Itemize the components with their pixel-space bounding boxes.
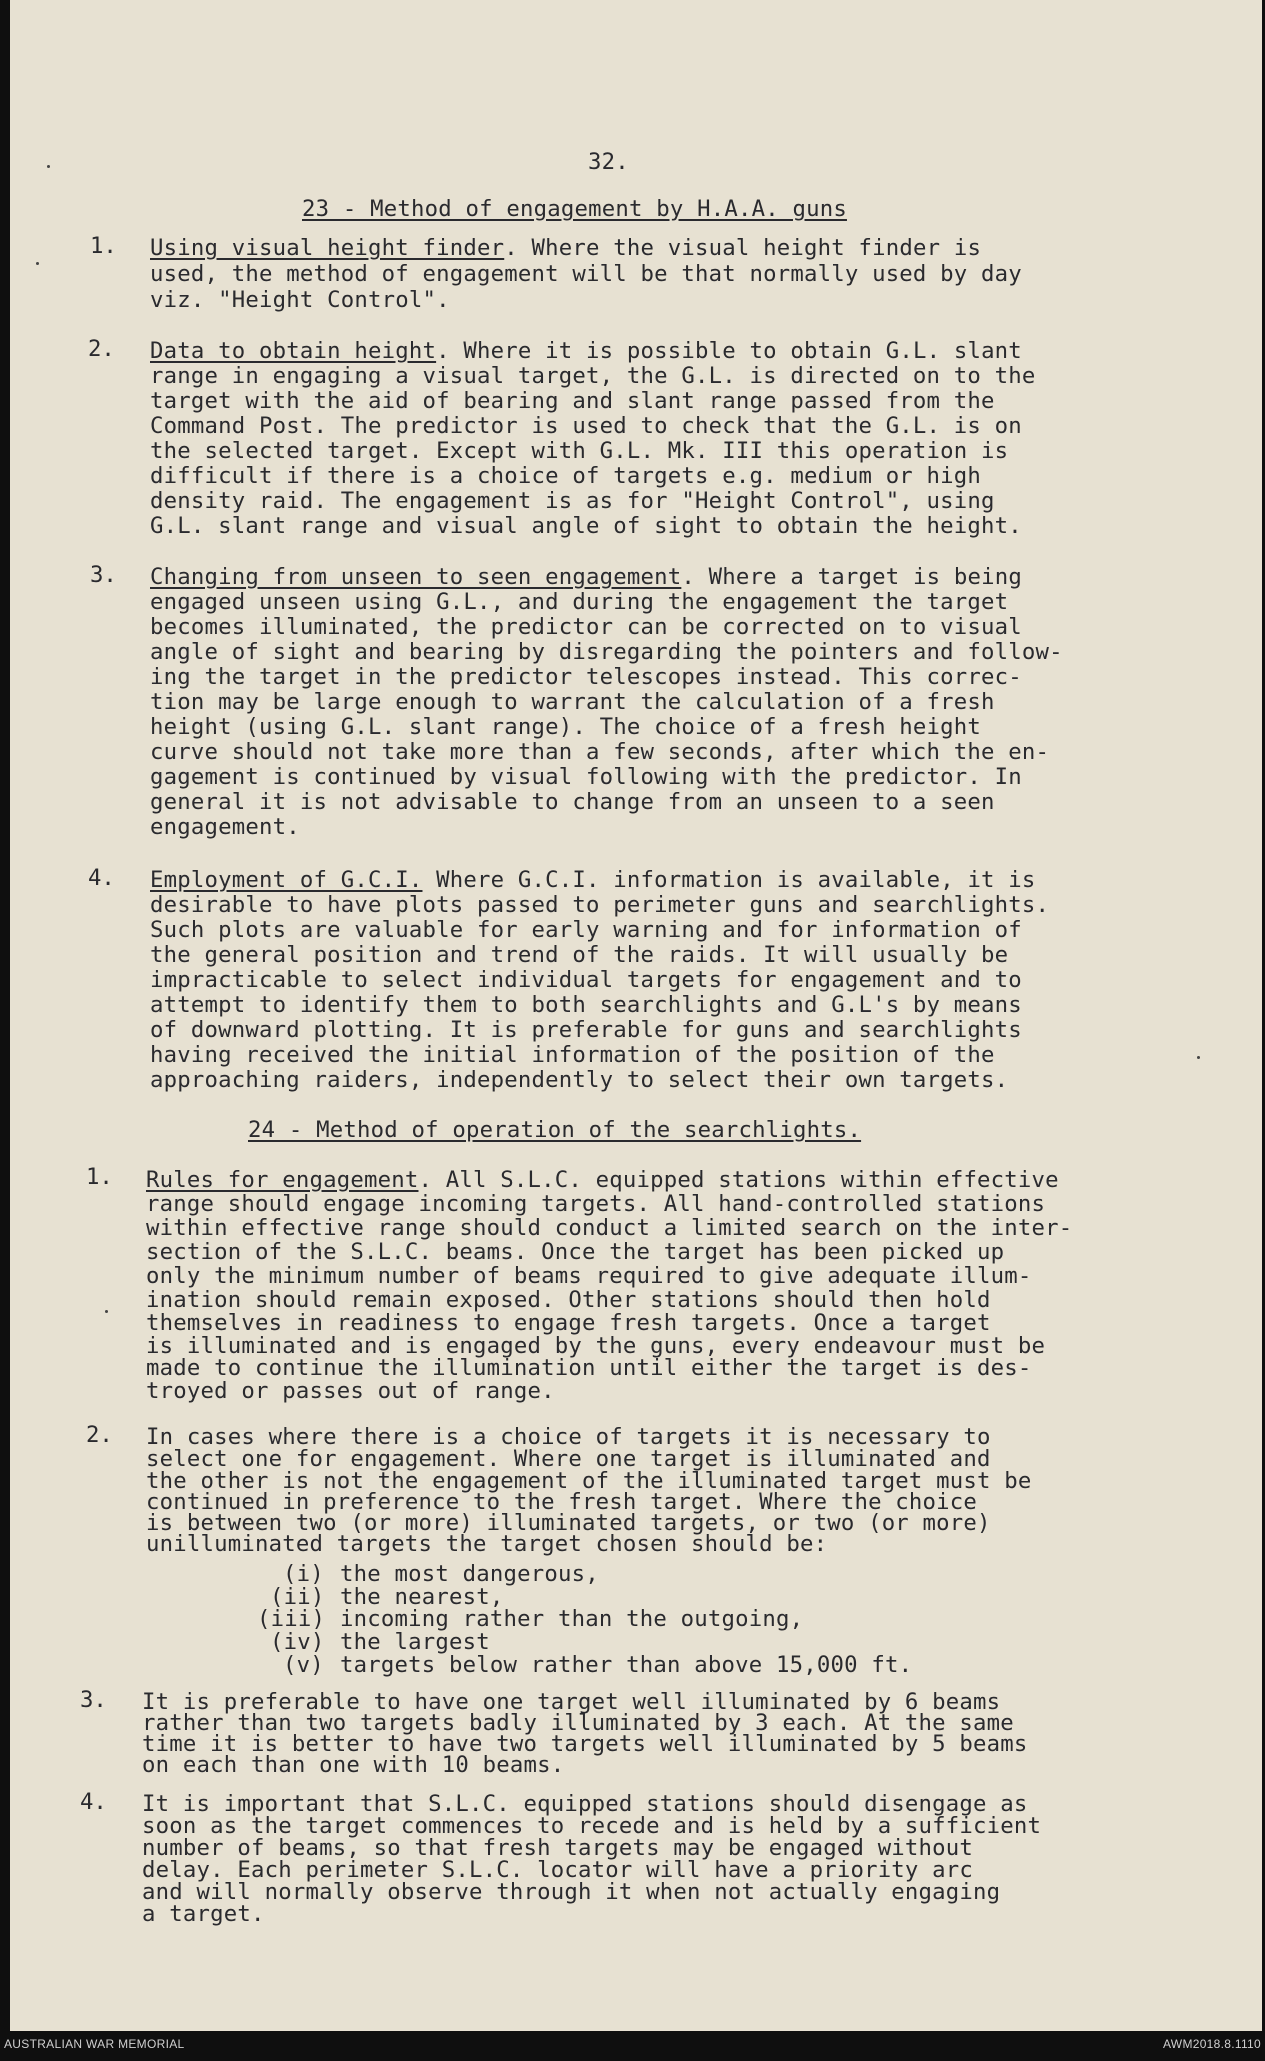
paragraph-line: the general position and trend of the raids. It will usually be [150, 942, 1009, 968]
paragraph-line: only the minimum number of beams required to give adequate illum- [146, 1263, 1032, 1289]
paragraph-line: density raid. The engagement is as for "Height Control", using [150, 488, 995, 514]
list-item: the largest [340, 1629, 490, 1655]
item-number: 1. [90, 233, 117, 259]
paragraph-line: gagement is continued by visual following with the predictor. In [150, 764, 1022, 790]
paragraph-line: approaching raiders, independently to select their own targets. [150, 1067, 1009, 1093]
paragraph-line: having received the initial information of the position of the [150, 1042, 995, 1068]
item-number: 3. [90, 562, 117, 588]
paragraph-line: It is preferable to have one target well illuminated by 6 beams [142, 1689, 1001, 1715]
item-number: 1. [86, 1164, 113, 1190]
paragraph-line: troyed or passes out of range. [146, 1378, 555, 1404]
paragraph-first-line: Using visual height finder. Where the visual height finder is [150, 235, 982, 261]
page-number: 32. [588, 149, 629, 175]
paragraph-first-line: Rules for engagement. All S.L.C. equipped stations within effective [146, 1167, 1059, 1193]
paragraph-line: general it is not advisable to change from an unseen to a seen [150, 789, 995, 815]
paragraph-line: soon as the target commences to recede and is held by a sufficient [142, 1813, 1042, 1839]
paragraph-line: of downward plotting. It is preferable for guns and searchlights [150, 1017, 1022, 1043]
item-number: 2. [88, 336, 115, 362]
list-label: (iv) [270, 1629, 325, 1655]
paragraph-line: desirable to have plots passed to perimeter guns and searchlights. [150, 892, 1050, 918]
paragraph-line: engagement. [150, 814, 300, 840]
paragraph-title: Changing from unseen to seen engagement [150, 564, 682, 590]
paragraph-line: target with the aid of bearing and slant range passed from the [150, 388, 995, 414]
archive-footer [0, 2031, 1265, 2061]
paragraph-line: themselves in readiness to engage fresh targets. Once a target [146, 1310, 991, 1336]
paragraph-title: Using visual height finder [150, 235, 505, 261]
paragraph-line: within effective range should conduct a limited search on the inter- [146, 1215, 1073, 1241]
section-24-heading: 24 - Method of operation of the searchlights. [248, 1117, 862, 1143]
paragraph-line: select one for engagement. Where one target is illuminated and [146, 1446, 991, 1472]
item-number: 4. [80, 1789, 107, 1815]
paragraph-line: impracticable to select individual targets for engagement and to [150, 967, 1022, 993]
paragraph-line: and will normally observe through it when not actually engaging [142, 1879, 1001, 1905]
paragraph-line: number of beams, so that fresh targets may be engaged without [142, 1835, 974, 1861]
list-label: (iii) [257, 1606, 326, 1632]
paragraph-line: angle of sight and bearing by disregarding the pointers and follow- [150, 639, 1063, 665]
paragraph-line: section of the S.L.C. beams. Once the target has been picked up [146, 1239, 1005, 1265]
paragraph-line: used, the method of engagement will be that normally used by day [150, 261, 1022, 287]
footer-archive-name: AUSTRALIAN WAR MEMORIAL [4, 2037, 185, 2051]
list-item: targets below rather than above 15,000 ft. [340, 1652, 913, 1678]
paragraph-line: engaged unseen using G.L., and during the engagement the target [150, 589, 1009, 615]
paragraph-first-line: Employment of G.C.I. Where G.C.I. information is available, it is [150, 867, 1036, 893]
item-number: 3. [80, 1687, 107, 1713]
paragraph-title: Employment of G.C.I. [150, 867, 423, 893]
paragraph-line: Command Post. The predictor is used to check that the G.L. is on [150, 413, 1022, 439]
paragraph-line: on each than one with 10 beams. [142, 1752, 565, 1778]
list-item: the most dangerous, [340, 1561, 599, 1587]
paper-speck [36, 262, 39, 265]
paper-speck [1197, 1056, 1200, 1059]
paper-speck [47, 165, 50, 168]
paragraph-first-line: Changing from unseen to seen engagement. Where a target is being [150, 564, 1022, 590]
paragraph-line: It is important that S.L.C. equipped stations should disengage as [142, 1791, 1028, 1817]
paragraph-line: a target. [142, 1901, 265, 1927]
paragraph-title: Data to obtain height [150, 338, 437, 364]
list-item: incoming rather than the outgoing, [340, 1606, 804, 1632]
paragraph-line: the selected target. Except with G.L. Mk. III this operation is [150, 438, 1009, 464]
item-number: 4. [88, 865, 115, 891]
paragraph-line: is illuminated and is engaged by the guns, every endeavour must be [146, 1333, 1046, 1359]
paragraph-line: unilluminated targets the target chosen should be: [146, 1531, 828, 1557]
paragraph-first-line: Data to obtain height. Where it is possible to obtain G.L. slant [150, 338, 1022, 364]
paragraph-line: time it is better to have two targets well illuminated by 5 beams [142, 1731, 1028, 1757]
paragraph-line: height (using G.L. slant range). The choice of a fresh height [150, 714, 982, 740]
paragraph-line: made to continue the illumination until either the target is des- [146, 1355, 1032, 1381]
list-item: the nearest, [340, 1584, 504, 1610]
item-number: 2. [86, 1422, 113, 1448]
section-23-heading: 23 - Method of engagement by H.A.A. guns [302, 196, 847, 222]
paragraph-line: range in engaging a visual target, the G.L. is directed on to the [150, 363, 1036, 389]
list-label: (ii) [270, 1584, 325, 1610]
paragraph-line: rather than two targets badly illuminated by 3 each. At the same [142, 1710, 1014, 1736]
list-label: (i) [283, 1561, 324, 1587]
paragraph-line: difficult if there is a choice of targets e.g. medium or high [150, 463, 982, 489]
paragraph-line: the other is not the engagement of the illuminated target must be [146, 1468, 1032, 1494]
paragraph-line: viz. "Height Control". [150, 287, 450, 313]
footer-catalogue-id: AWM2018.8.1110 [1162, 2037, 1261, 2051]
list-label: (v) [283, 1652, 324, 1678]
paragraph-line: In cases where there is a choice of targets it is necessary to [146, 1424, 991, 1450]
paragraph-line: ing the target in the predictor telescopes instead. This correc- [150, 664, 1022, 690]
paragraph-line: G.L. slant range and visual angle of sight to obtain the height. [150, 513, 1022, 539]
paragraph-line: becomes illuminated, the predictor can be corrected on to visual [150, 614, 1022, 640]
paragraph-title: Rules for engagement [146, 1167, 419, 1193]
paragraph-line: range should engage incoming targets. All hand-controlled stations [146, 1191, 1046, 1217]
paragraph-line: Such plots are valuable for early warning and for information of [150, 917, 1022, 943]
paragraph-line: ination should remain exposed. Other stations should then hold [146, 1287, 991, 1313]
paper-speck [105, 1310, 108, 1313]
paragraph-line: is between two (or more) illuminated targets, or two (or more) [146, 1510, 991, 1536]
paragraph-line: tion may be large enough to warrant the calculation of a fresh [150, 689, 995, 715]
paragraph-line: curve should not take more than a few seconds, after which the en- [150, 739, 1050, 765]
paragraph-line: attempt to identify them to both searchlights and G.L's by means [150, 992, 1022, 1018]
paragraph-line: continued in preference to the fresh target. Where the choice [146, 1489, 978, 1515]
paragraph-line: delay. Each perimeter S.L.C. locator will have a priority arc [142, 1857, 974, 1883]
